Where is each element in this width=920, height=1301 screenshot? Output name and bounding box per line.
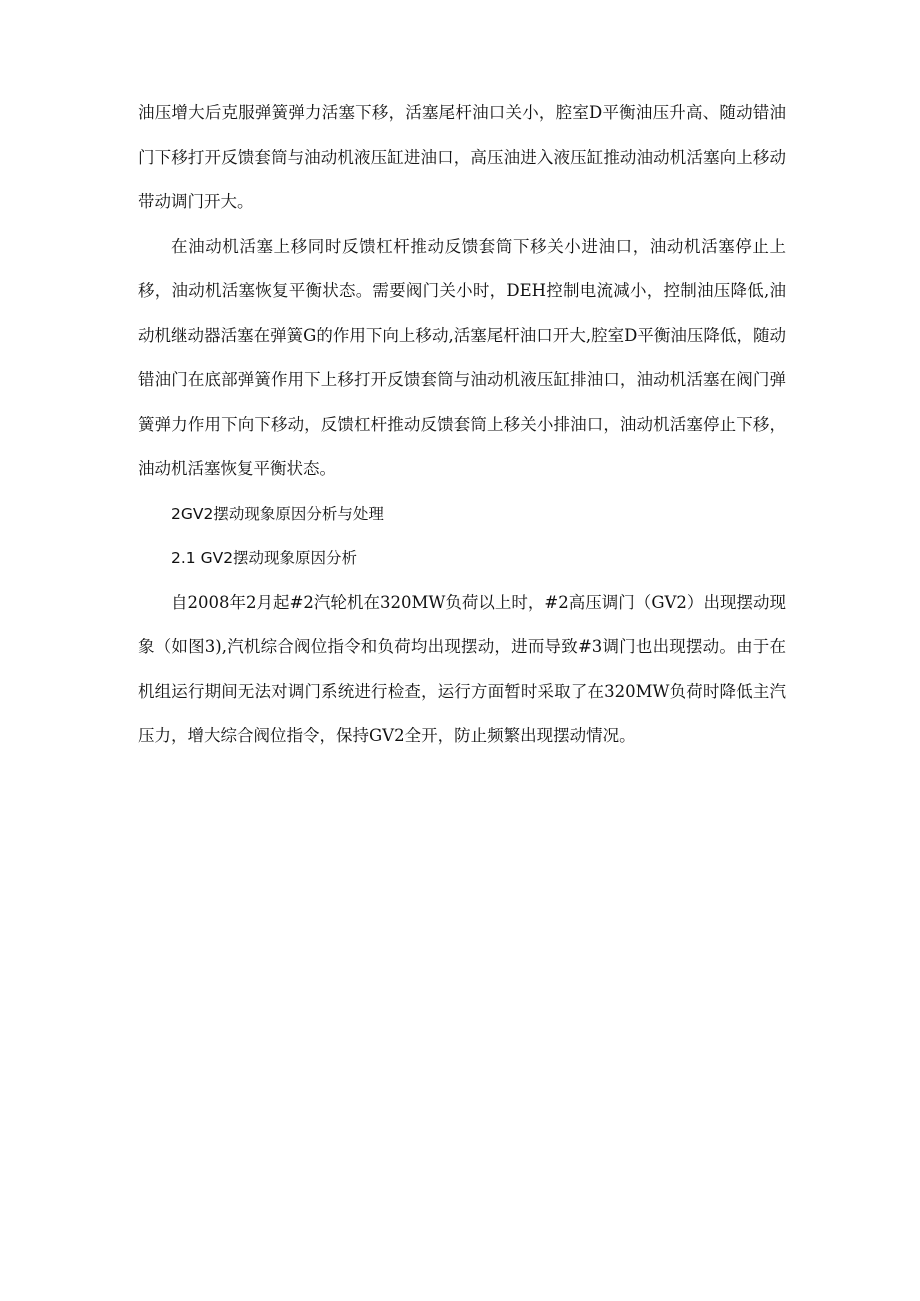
paragraph-valve-opening: 油压增大后克服弹簧弹力活塞下移，活塞尾杆油口关小，腔室D平衡油压升高、随动错油门下移打开反馈套筒与油动机液压缸进油口，高压油进入液压缸推动油动机活塞向上移动带动调门开大。	[138, 103, 786, 211]
paragraph-valve-closing: 在油动机活塞上移同时反馈杠杆推动反馈套筒下移关小进油口，油动机活塞停止上移，油动机活塞恢复平衡状态。需要阀门关小时，DEH控制电流减小，控制油压降低,油动机继动器活塞在弹簧G的作用下向上移动,活塞尾杆油口开大,腔室D平衡油压降低，随动错油门在底部弹簧作用下上移打开反馈套筒与油动机液压缸排油口，油动机活塞在阀门弹簧弹力作用下向下移动，反馈杠杆推动反馈套筒上移关小排油口，油动机活塞停止下移，油动机活塞恢复平衡状态。	[138, 236, 786, 478]
paragraph-gv2-oscillation: 自2008年2月起#2汽轮机在320MW负荷以上时，#2高压调门（GV2）出现摆动现象（如图3),汽机综合阀位指令和负荷均出现摆动，进而导致#3调门也出现摆动。由于在机组运行期间无法对调门系统进行检查，运行方面暂时采取了在320MW负荷时降低主汽压力，增大综合阀位指令，保持GV2全开，防止频繁出现摆动情况。	[138, 592, 786, 745]
subsection-heading: 2.1 GV2摆动现象原因分析	[171, 549, 358, 567]
section-heading: 2GV2摆动现象原因分析与处理	[171, 504, 384, 523]
document-body	[138, 91, 786, 759]
